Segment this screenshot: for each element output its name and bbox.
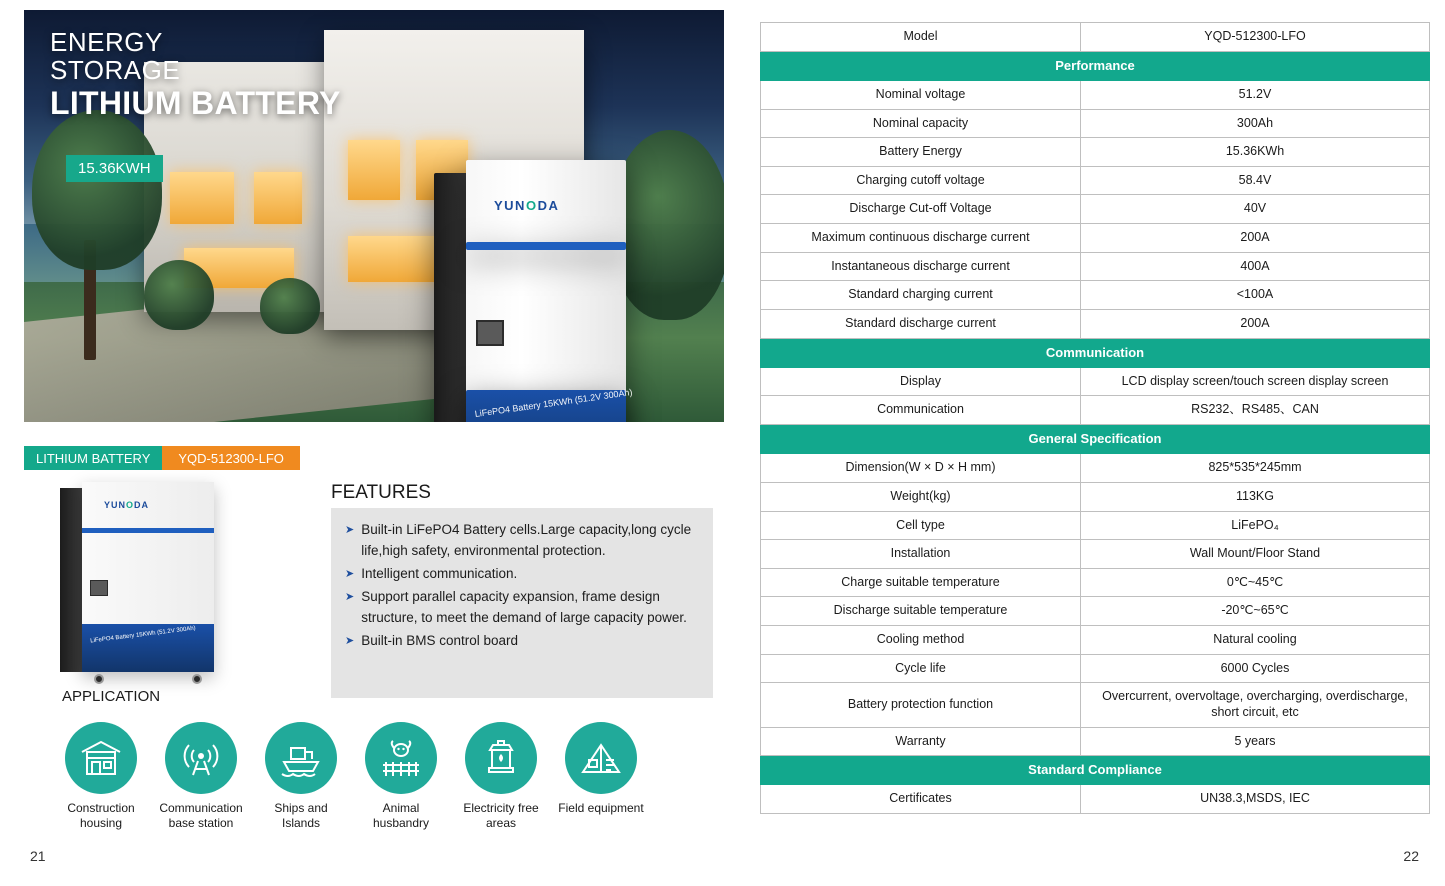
table-row [761,396,1430,425]
features-heading: FEATURES [331,482,431,503]
hero-line-1: ENERGY [50,27,163,57]
spec-key: Cell type [761,511,1081,540]
spec-key: Dimension(W × D × H mm) [761,454,1081,483]
table-row [761,109,1430,138]
table-row [761,626,1430,655]
spec-key: Cooling method [761,626,1081,655]
table-row [761,785,1430,814]
spec-value: 825*535*245mm [1081,454,1430,483]
features-list [331,508,713,698]
application-label: Ships and Islands [274,801,328,830]
feature-item [345,564,699,585]
battery-vent [476,320,504,346]
spec-key: Warranty [761,727,1081,756]
section-title: Standard Compliance [761,756,1430,785]
ship-icon [265,722,337,794]
table-row [761,511,1430,540]
thumb-brand-text-2: DA [134,500,150,510]
spec-value: Wall Mount/Floor Stand [1081,540,1430,569]
application-icons [56,722,646,831]
spec-value: 40V [1081,195,1430,224]
application-label: Field equipment [558,801,644,815]
spec-value: LCD display screen/touch screen display screen [1081,367,1430,396]
thumb-vent [90,580,108,596]
bullet-arrow-icon: ➤ [345,590,355,603]
spec-value: -20℃~65℃ [1081,597,1430,626]
table-section-header [761,425,1430,454]
table-row [761,568,1430,597]
bullet-arrow-icon: ➤ [345,567,355,580]
table-row [761,309,1430,338]
tree [610,130,724,320]
spec-key: Charging cutoff voltage [761,166,1081,195]
application-label: Communication base station [159,801,243,830]
table-row [761,454,1430,483]
specification-table-body [761,23,1430,814]
application-heading: APPLICATION [62,688,161,705]
spec-key: Model [761,23,1081,52]
table-row [761,281,1430,310]
spec-value: 200A [1081,309,1430,338]
cow-fence-icon [365,722,437,794]
spec-value: 5 years [1081,727,1430,756]
thumb-model-label: LiFePO4 Battery 15KWh (51.2V 300Ah) [90,625,197,645]
spec-key: Nominal voltage [761,80,1081,109]
spec-key: Battery Energy [761,138,1081,167]
thumb-brand-logo [104,500,149,510]
brand-logo [494,198,559,213]
table-row [761,654,1430,683]
bullet-arrow-icon: ➤ [345,634,355,647]
table-row [761,23,1430,52]
feature-text: Built-in LiFePO4 Battery cells.Large capacity,long cycle life,high safety, environmental protection. [361,522,692,558]
spec-value: 113KG [1081,482,1430,511]
feature-text: Built-in BMS control board [361,632,519,648]
tree [32,110,162,270]
feature-item [345,587,699,629]
spec-key: Maximum continuous discharge current [761,224,1081,253]
application-item-field-equipment [556,722,646,831]
spec-value: UN38.3,MSDS, IEC [1081,785,1430,814]
window [170,172,234,224]
thumb-caster [192,674,202,684]
spec-key: Communication [761,396,1081,425]
table-row [761,195,1430,224]
product-title-bar [24,446,300,470]
antenna-tower-icon [165,722,237,794]
product-thumbnail [60,482,240,678]
section-title: Communication [761,338,1430,367]
table-row [761,727,1430,756]
feature-item [345,631,699,652]
application-label: Animal husbandry [372,801,430,830]
spec-key: Cycle life [761,654,1081,683]
feature-item [345,520,699,562]
specification-table [760,22,1430,814]
application-item-ships-and-islands [256,722,346,831]
spec-key: Instantaneous discharge current [761,252,1081,281]
spec-value: YQD-512300-LFO [1081,23,1430,52]
hero-line-2: STORAGE [50,55,181,86]
spec-value: 400A [1081,252,1430,281]
application-label: Electricity free areas [463,801,539,830]
feature-text: Support parallel capacity expansion, frame design structure, to meet the demand of large capacity power. [361,588,687,625]
product-category-label: LITHIUM BATTERY [24,446,162,470]
battery-blue-stripe [466,242,626,250]
application-label: Construction housing [67,801,135,830]
spec-value: 200A [1081,224,1430,253]
capacity-badge: 15.36KWH [66,155,163,182]
table-row [761,224,1430,253]
spec-key: Weight(kg) [761,482,1081,511]
spec-value: RS232、RS485、CAN [1081,396,1430,425]
product-model-label: YQD-512300-LFO [162,446,300,470]
battery-model-label: LiFePO4 Battery 15KWh (51.2V 300Ah) [474,386,634,420]
spec-key: Discharge suitable temperature [761,597,1081,626]
spec-value: Overcurrent, overvoltage, overcharging, overdischarge, short circuit, etc [1081,683,1430,727]
tent-icon [565,722,637,794]
table-row [761,597,1430,626]
application-item-animal-husbandry [356,722,446,831]
thumb-caster [94,674,104,684]
page-number-right: 22 [1403,848,1419,864]
section-title: Performance [761,51,1430,80]
right-page [745,0,1445,886]
spec-value: <100A [1081,281,1430,310]
table-row [761,367,1430,396]
section-title: General Specification [761,425,1430,454]
window [348,140,400,200]
application-item-communication-base-station [156,722,246,831]
shrub [260,278,320,334]
spec-value: 6000 Cycles [1081,654,1430,683]
spec-value: 51.2V [1081,80,1430,109]
thumb-brand-dot: O [126,500,135,510]
spec-value: Natural cooling [1081,626,1430,655]
spec-key: Standard discharge current [761,309,1081,338]
spec-key: Discharge Cut-off Voltage [761,195,1081,224]
hero-image [24,10,724,422]
brand-text-1: YUN [494,198,526,213]
table-section-header [761,756,1430,785]
application-item-construction-housing [56,722,146,831]
table-row [761,80,1430,109]
thumb-blue-stripe [82,528,214,533]
spec-key: Battery protection function [761,683,1081,727]
table-section-header [761,51,1430,80]
spec-value: 58.4V [1081,166,1430,195]
spec-key: Charge suitable temperature [761,568,1081,597]
table-row [761,482,1430,511]
page-number-left: 21 [30,848,46,864]
battery-side-panel [434,173,468,422]
spec-value: 300Ah [1081,109,1430,138]
spec-key: Certificates [761,785,1081,814]
shrub [144,260,214,330]
thumb-side-panel [60,488,82,672]
table-row [761,683,1430,727]
bullet-arrow-icon: ➤ [345,524,355,536]
spec-key: Installation [761,540,1081,569]
feature-text: Intelligent communication. [361,565,518,581]
table-row [761,166,1430,195]
spec-value: 15.36KWh [1081,138,1430,167]
spec-key: Nominal capacity [761,109,1081,138]
application-item-electricity-free-areas [456,722,546,831]
table-section-header [761,338,1430,367]
brand-text-2: DA [537,198,560,213]
thumb-brand-text-1: YUN [104,500,127,510]
spec-value: LiFePO₄ [1081,511,1430,540]
lantern-icon [465,722,537,794]
spec-key: Standard charging current [761,281,1081,310]
house-shop-icon [65,722,137,794]
hero-heading [50,28,341,121]
spec-value: 0℃~45℃ [1081,568,1430,597]
brand-text-dot: O [525,198,538,213]
window [254,172,302,224]
spec-key: Display [761,367,1081,396]
table-row [761,252,1430,281]
table-row [761,540,1430,569]
hero-line-3: LITHIUM BATTERY [50,85,341,122]
table-row [761,138,1430,167]
